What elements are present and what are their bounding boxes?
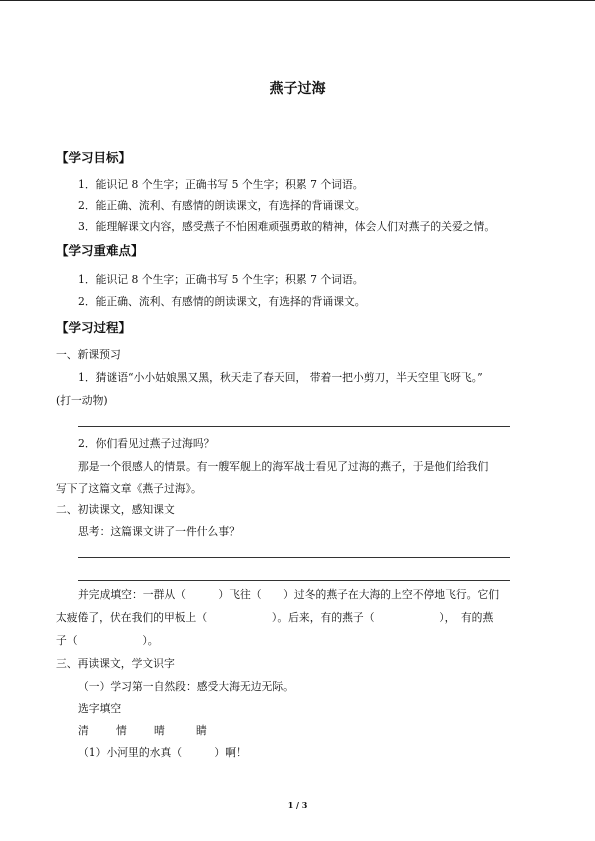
section-key-points: 【学习重难点】	[56, 243, 144, 258]
fill-line-2: 太疲倦了，伏在我们的甲板上（ ）。后来，有的燕子（ ）， 有的燕	[56, 611, 494, 624]
fill-line-1: 并完成填空：一群从（ ）飞往（ ）过冬的燕子在大海的上空不停地飞行。它们	[78, 588, 500, 601]
goal-item-3: 3．能理解课文内容，感受燕子不怕困难顽强勇敢的精神，体会人们对燕子的关爱之情。	[78, 220, 496, 233]
answer-line-3[interactable]	[78, 580, 510, 581]
key-point-item-2: 2．能正确、流利、有感情的朗读课文，有选择的背诵课文。	[78, 295, 366, 308]
riddle-line-1: 1．猜谜语“小小姑娘黑又黑，秋天走了春天回， 带着一把小剪刀，半天空里飞呀飞。”	[78, 371, 483, 384]
think-question: 思考：这篇课文讲了一件什么事？	[78, 525, 240, 538]
char-option: 睛	[196, 724, 207, 737]
question-2: 2．你们看见过燕子过海吗？	[78, 437, 215, 450]
fill-question-1: （1）小河里的水真（ ）啊！	[78, 746, 247, 759]
answer-line-1[interactable]	[78, 426, 510, 427]
part2-heading: 二、初读课文，感知课文	[56, 503, 175, 516]
part3-sub1: （一）学习第一自然段：感受大海无边无际。	[78, 680, 294, 693]
page-title: 燕子过海	[269, 81, 326, 97]
goal-item-2: 2．能正确、流利、有感情的朗读课文，有选择的背诵课文。	[78, 199, 366, 212]
choose-instruction: 选字填空	[78, 702, 122, 715]
section-goals: 【学习目标】	[56, 150, 132, 165]
char-option: 情	[116, 724, 127, 737]
char-option: 清	[78, 724, 89, 737]
top-rule	[0, 0, 595, 1]
key-point-item-1: 1．能识记 8 个生字；正确书写 5 个生字；积累 7 个词语。	[78, 273, 364, 286]
section-process: 【学习过程】	[56, 320, 132, 335]
answer-line-2[interactable]	[78, 557, 510, 558]
part3-heading: 三、再读课文，学文识字	[56, 657, 175, 670]
paragraph-line-1: 那是一个很感人的情景。有一艘军舰上的海军战士看见了过海的燕子，于是他们给我们	[78, 460, 489, 473]
riddle-line-2: (打一动物)	[56, 394, 108, 407]
page-number: 1 / 3	[287, 800, 308, 810]
char-option: 晴	[154, 724, 165, 737]
paragraph-line-2: 写下了这篇文章《燕子过海》。	[56, 482, 202, 495]
char-options	[78, 723, 226, 738]
part1-heading: 一、新课预习	[56, 348, 121, 361]
goal-item-1: 1．能识记 8 个生字；正确书写 5 个生字；积累 7 个词语。	[78, 178, 364, 191]
fill-line-3: 子（ ）。	[56, 634, 159, 647]
